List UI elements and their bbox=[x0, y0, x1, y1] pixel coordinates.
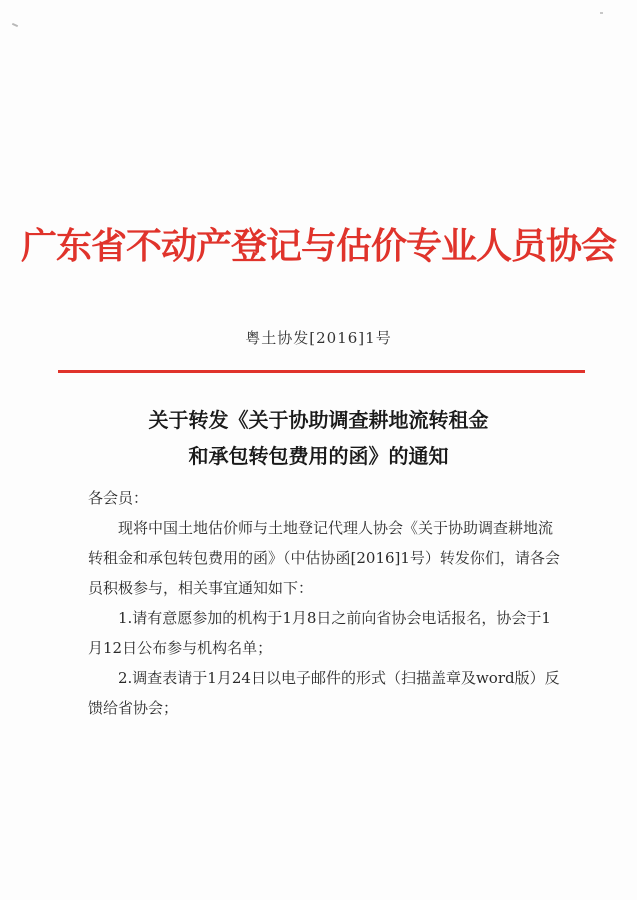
document-body bbox=[88, 483, 563, 723]
letterhead-organization: 广东省不动产登记与估价专业人员协会 bbox=[20, 225, 616, 267]
letterhead-red-rule bbox=[58, 370, 585, 373]
body-paragraph: 现将中国土地估价师与土地登记代理人协会《关于协助调查耕地流转租金和承包转包费用的函》（中估协函[2016]1号）转发你们，请各会员积极参与，相关事宜通知如下： bbox=[88, 519, 560, 597]
scan-speck bbox=[12, 23, 18, 27]
list-item: 2.调查表请于1月24日以电子邮件的形式（扫描盖章及word版）反馈给省协会； bbox=[88, 669, 560, 717]
document-number: 粤土协发[2016]1号 bbox=[245, 329, 392, 347]
list-item: 1.请有意愿参加的机构于1月8日之前向省协会电话报名，协会于1月12日公布参与机构名单； bbox=[88, 609, 551, 657]
document-subject bbox=[0, 402, 637, 474]
subject-line-1: 关于转发《关于协助调查耕地流转租金 bbox=[148, 408, 489, 432]
subject-line-2: 和承包转包费用的函》的通知 bbox=[188, 444, 449, 468]
salutation: 各会员： bbox=[88, 489, 149, 507]
scan-speck bbox=[600, 12, 603, 14]
